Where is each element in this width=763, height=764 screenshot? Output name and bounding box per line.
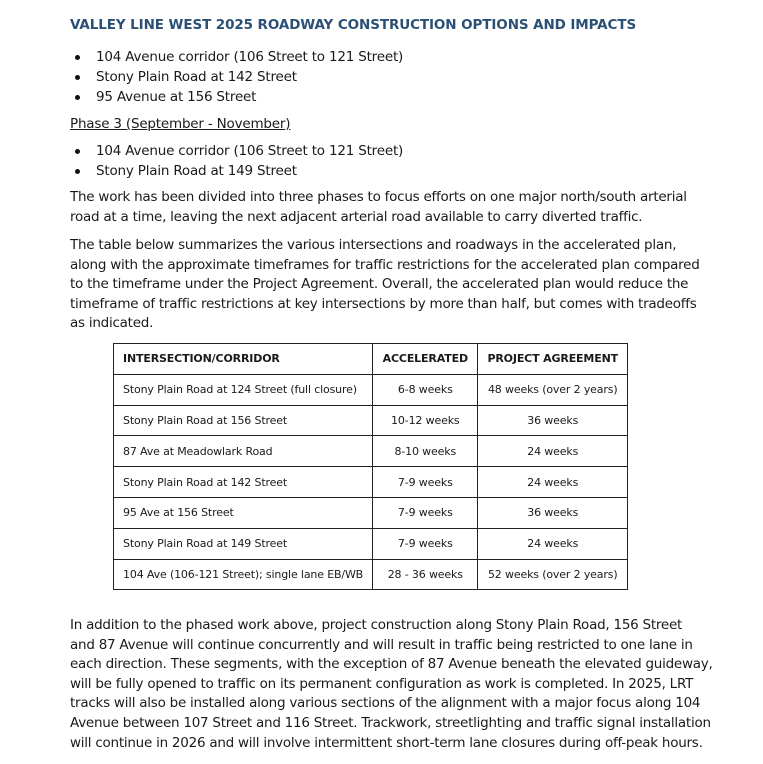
cell-project-agreement: 24 weeks — [478, 528, 628, 559]
cell-intersection: Stony Plain Road at 156 Street — [114, 405, 373, 436]
cell-accelerated: 28 - 36 weeks — [373, 559, 478, 590]
table-row — [114, 467, 628, 498]
bullet-icon — [75, 169, 80, 174]
table-header-row — [114, 344, 628, 375]
cell-project-agreement: 24 weeks — [478, 436, 628, 467]
paragraph-table-summary: The table below summarizes the various intersections and roadways in the accelerated plan, along with the approximate timeframes for traffic restrictions for the accelerated plan compared to the timeframe under the Project Agreement. Overall, the accelerated plan would reduce the timeframe of traffic restrictions at key intersections by more than half, but comes with tradeoffs as indicated. — [70, 237, 700, 332]
header-accelerated: ACCELERATED — [373, 344, 478, 375]
list-item: Stony Plain Road at 149 Street — [70, 161, 403, 181]
cell-intersection: 104 Ave (106-121 Street); single lane EB/WB — [114, 559, 373, 590]
table-row — [114, 528, 628, 559]
paragraph-concurrent-work: In addition to the phased work above, project construction along Stony Plain Road, 156 Street and 87 Avenue will continue concurrently and will result in traffic being restricted to one lane in each direction. These segments, with the exception of 87 Avenue beneath the elevated guideway, will be fully opened to traffic on its permanent configuration as work is completed. In 2025, LRT tracks will also be installed along various sections of the alignment with a major focus along 104 Avenue between 107 Street and 116 Street. Trackwork, streetlighting and traffic signal installation will continue in 2026 and will involve intermittent short-term lane closures during off-peak hours. — [70, 617, 713, 751]
table-row — [114, 559, 628, 590]
cell-accelerated: 8-10 weeks — [373, 436, 478, 467]
timeframe-table — [113, 343, 628, 590]
phase3-bullet-list — [70, 141, 403, 181]
header-intersection: INTERSECTION/CORRIDOR — [114, 344, 373, 375]
paragraph-phases: The work has been divided into three phases to focus efforts on one major north/south arterial road at a time, leaving the next adjacent arterial road available to carry diverted traffic. — [70, 189, 687, 225]
table-row — [114, 436, 628, 467]
cell-accelerated: 6-8 weeks — [373, 374, 478, 405]
list-item: 104 Avenue corridor (106 Street to 121 Street) — [70, 47, 403, 67]
cell-intersection: 87 Ave at Meadowlark Road — [114, 436, 373, 467]
cell-intersection: Stony Plain Road at 142 Street — [114, 467, 373, 498]
list-item: 104 Avenue corridor (106 Street to 121 Street) — [70, 141, 403, 161]
header-project-agreement: PROJECT AGREEMENT — [478, 344, 628, 375]
list-item: Stony Plain Road at 142 Street — [70, 67, 403, 87]
bullet-icon — [75, 149, 80, 154]
list-item: 95 Avenue at 156 Street — [70, 87, 403, 107]
cell-accelerated: 7-9 weeks — [373, 528, 478, 559]
cell-accelerated: 7-9 weeks — [373, 497, 478, 528]
cell-project-agreement: 52 weeks (over 2 years) — [478, 559, 628, 590]
bullet-icon — [75, 75, 80, 80]
cell-intersection: 95 Ave at 156 Street — [114, 497, 373, 528]
table-row — [114, 405, 628, 436]
cell-project-agreement: 36 weeks — [478, 497, 628, 528]
cell-project-agreement: 48 weeks (over 2 years) — [478, 374, 628, 405]
cell-accelerated: 10-12 weeks — [373, 405, 478, 436]
phase3-heading: Phase 3 (September - November) — [70, 116, 291, 132]
cell-project-agreement: 24 weeks — [478, 467, 628, 498]
table-row — [114, 374, 628, 405]
table-row — [114, 497, 628, 528]
bullet-icon — [75, 95, 80, 100]
cell-accelerated: 7-9 weeks — [373, 467, 478, 498]
document-title: VALLEY LINE WEST 2025 ROADWAY CONSTRUCTION OPTIONS AND IMPACTS — [70, 17, 637, 33]
cell-intersection: Stony Plain Road at 124 Street (full closure) — [114, 374, 373, 405]
phase2-bullet-list — [70, 47, 403, 107]
cell-project-agreement: 36 weeks — [478, 405, 628, 436]
cell-intersection: Stony Plain Road at 149 Street — [114, 528, 373, 559]
bullet-icon — [75, 55, 80, 60]
